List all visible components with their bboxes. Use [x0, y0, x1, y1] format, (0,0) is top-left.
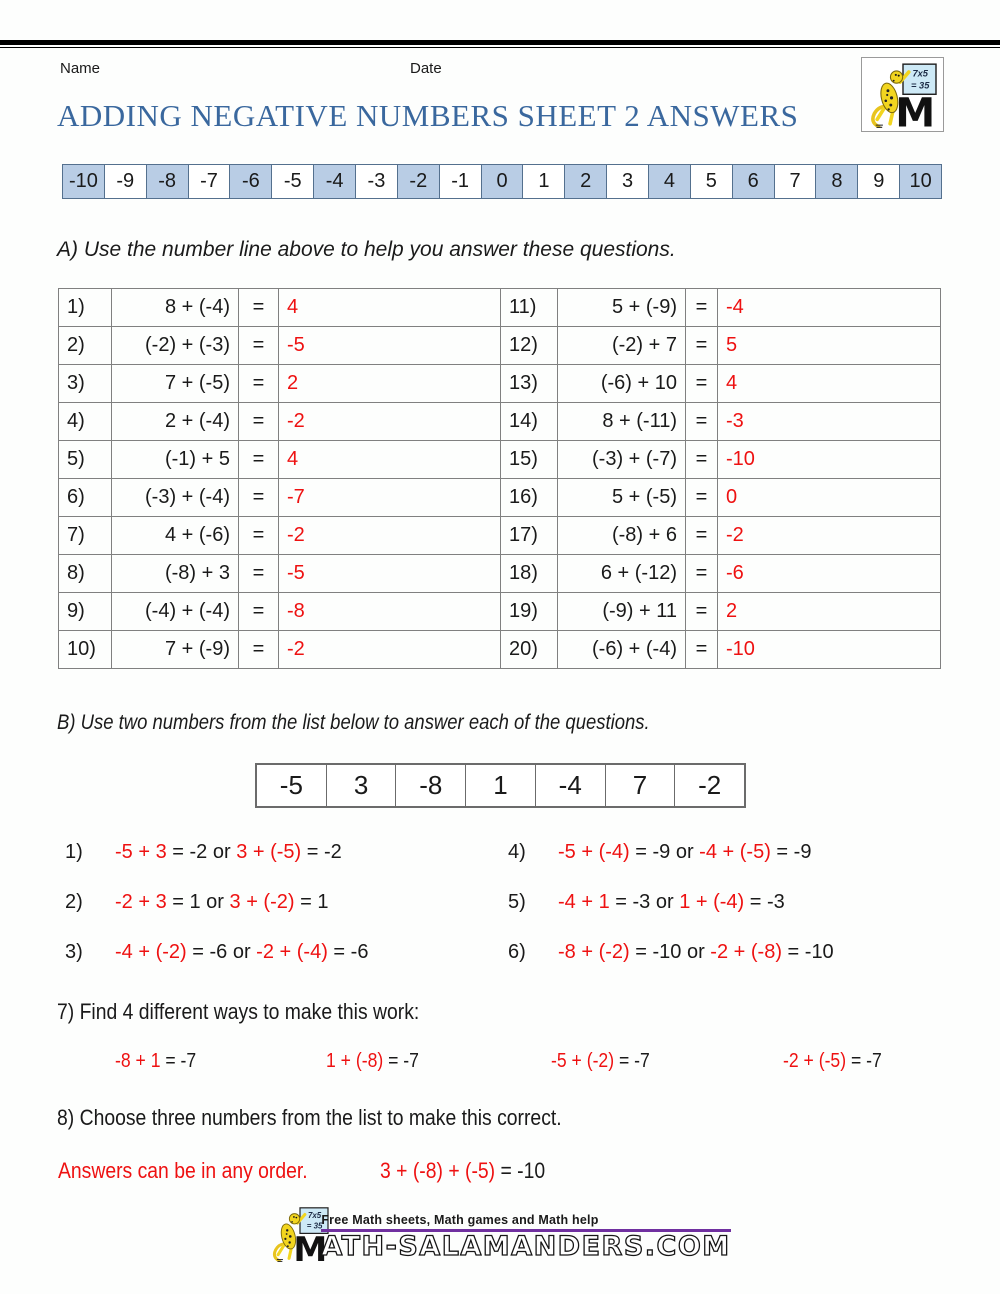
- problem-expression: 8 + (-11): [558, 403, 686, 441]
- problem-answer: -5: [279, 555, 501, 593]
- answer-part-red: -2 + 3: [115, 891, 167, 913]
- problem-row: [59, 289, 941, 327]
- problem-expression: (-6) + 10: [558, 365, 686, 403]
- problem-row: [59, 631, 941, 669]
- equals-sign: =: [686, 441, 718, 479]
- number-line-cell: 10: [899, 165, 941, 198]
- page-title: ADDING NEGATIVE NUMBERS SHEET 2 ANSWERS: [57, 98, 799, 133]
- answer-part-red: -4 + 1: [558, 891, 610, 913]
- problem-row: [59, 517, 941, 555]
- answer-part-red: 3 + (-2): [229, 891, 295, 913]
- problem-answer: 4: [279, 289, 501, 327]
- answer-part-black: = -3: [744, 891, 785, 913]
- problem-number: 11): [501, 289, 558, 327]
- q7-answer: [783, 1050, 882, 1073]
- problem-number: 13): [501, 365, 558, 403]
- problem-number: 3): [59, 365, 112, 403]
- b-question-answer: [115, 888, 328, 916]
- number-line-cell: 9: [857, 165, 899, 198]
- b-list-number: -5: [279, 770, 303, 800]
- footer: [0, 1206, 1000, 1262]
- problem-answer: -10: [718, 441, 941, 479]
- answer-part-black: = -2: [301, 841, 342, 863]
- problem-number: 19): [501, 593, 558, 631]
- problem-number: 9): [59, 593, 112, 631]
- answer-part-red: -2 + (-8): [710, 941, 782, 963]
- b-list-number: 3: [326, 765, 396, 806]
- problem-expression: (-3) + (-4): [112, 479, 239, 517]
- problem-expression: (-9) + 11: [558, 593, 686, 631]
- number-line-cell: 8: [815, 165, 857, 198]
- problem-answer: 5: [718, 327, 941, 365]
- q8-equation: [380, 1158, 545, 1184]
- answer-part-red: 1 + (-4): [679, 891, 745, 913]
- answer-part-black: = -7: [383, 1050, 420, 1072]
- problem-number: 14): [501, 403, 558, 441]
- b-question-answer: [558, 888, 785, 916]
- equals-sign: =: [686, 479, 718, 517]
- equals-sign: =: [686, 327, 718, 365]
- problem-expression: 4 + (-6): [112, 517, 239, 555]
- answer-part-black: = 1: [294, 891, 329, 913]
- number-line-cell: -8: [146, 165, 188, 198]
- number-line-cell: 7: [774, 165, 816, 198]
- number-line-cell: 1: [522, 165, 564, 198]
- problem-answer: -5: [279, 327, 501, 365]
- answer-part-red: -8 + (-2): [558, 941, 630, 963]
- answer-part-black: = -6 or: [186, 941, 257, 963]
- q7-answer: [326, 1050, 419, 1073]
- section-a-instruction: A) Use the number line above to help you answer these questions.: [57, 238, 676, 261]
- b-list-number: 7: [605, 765, 675, 806]
- b-question-number: 1): [65, 841, 83, 863]
- equals-sign: =: [239, 479, 279, 517]
- number-line-cell: -5: [271, 165, 313, 198]
- problem-number: 5): [59, 441, 112, 479]
- equals-sign: =: [239, 403, 279, 441]
- problem-number: 12): [501, 327, 558, 365]
- problem-answer: -2: [718, 517, 941, 555]
- number-line-cell: 4: [648, 165, 690, 198]
- problem-expression: 8 + (-4): [112, 289, 239, 327]
- answer-part-black: = -7: [160, 1050, 197, 1072]
- equals-sign: =: [239, 289, 279, 327]
- answer-part-black: = -9 or: [629, 841, 700, 863]
- problem-expression: (-2) + (-3): [112, 327, 239, 365]
- problem-number: 8): [59, 555, 112, 593]
- answer-part-red: -5 + (-2): [551, 1050, 615, 1072]
- b-list-number: -2: [674, 765, 744, 806]
- answer-part-black: = -9: [770, 841, 812, 863]
- problem-answer: 4: [718, 365, 941, 403]
- problem-expression: (-6) + (-4): [558, 631, 686, 669]
- name-label: Name: [60, 60, 101, 77]
- problem-expression: (-8) + 6: [558, 517, 686, 555]
- answer-part-red: 1 + (-8): [326, 1050, 384, 1072]
- answer-part-black: = -6: [327, 941, 369, 963]
- section-a-table-body: [59, 289, 941, 669]
- problem-number: 18): [501, 555, 558, 593]
- problem-row: [59, 555, 941, 593]
- footer-site-name: ATH-SALAMANDERS.COM: [321, 1231, 731, 1262]
- problem-row: [59, 441, 941, 479]
- b-list-number: 1: [465, 765, 535, 806]
- problem-expression: 7 + (-5): [112, 365, 239, 403]
- problem-answer: -7: [279, 479, 501, 517]
- problem-row: [59, 479, 941, 517]
- problem-row: [59, 403, 941, 441]
- q8-equation-red: 3 + (-8) + (-5): [379, 1158, 495, 1183]
- number-line-cell: 5: [690, 165, 732, 198]
- problem-row: [59, 365, 941, 403]
- problem-number: 4): [59, 403, 112, 441]
- b-question: [508, 938, 950, 966]
- b-number-list: [255, 763, 746, 808]
- answer-part-black: = -3 or: [609, 891, 680, 913]
- b-question-number: 2): [65, 891, 83, 913]
- number-line-cell: -9: [104, 165, 146, 198]
- equals-sign: =: [239, 631, 279, 669]
- problem-number: 2): [59, 327, 112, 365]
- problem-expression: (-3) + (-7): [558, 441, 686, 479]
- equals-sign: =: [686, 517, 718, 555]
- question-7-prompt: 7) Find 4 different ways to make this work:: [57, 999, 420, 1024]
- equals-sign: =: [239, 517, 279, 555]
- problem-row: [59, 593, 941, 631]
- problem-expression: 2 + (-4): [112, 403, 239, 441]
- number-line-cell: -10: [63, 165, 104, 198]
- q7-answer: [115, 1050, 196, 1073]
- equals-sign: =: [239, 365, 279, 403]
- b-question-number: 5): [508, 891, 526, 913]
- problem-answer: -2: [279, 631, 501, 669]
- problem-number: 17): [501, 517, 558, 555]
- number-line: [62, 164, 942, 199]
- problem-answer: -2: [279, 517, 501, 555]
- number-line-cell: -4: [313, 165, 355, 198]
- top-rule: [0, 40, 1000, 48]
- equals-sign: =: [686, 631, 718, 669]
- section-b-instruction: B) Use two numbers from the list below to answer each of the questions.: [57, 711, 650, 734]
- problem-answer: 4: [279, 441, 501, 479]
- equals-sign: =: [686, 365, 718, 403]
- problem-expression: 5 + (-9): [558, 289, 686, 327]
- b-question-answer: [115, 838, 342, 866]
- b-question-number: 6): [508, 941, 526, 963]
- answer-part-red: -2 + (-4): [256, 941, 328, 963]
- b-question-answer: [558, 938, 834, 966]
- answer-part-black: = -7: [845, 1050, 882, 1072]
- problem-expression: (-4) + (-4): [112, 593, 239, 631]
- site-logo: [861, 57, 944, 132]
- answer-part-black: = -10 or: [629, 941, 711, 963]
- problem-answer: -8: [279, 593, 501, 631]
- equals-sign: =: [686, 593, 718, 631]
- b-question-answer: [558, 838, 811, 866]
- problem-answer: 2: [718, 593, 941, 631]
- problem-number: 1): [59, 289, 112, 327]
- q8-equation-black: = -10: [494, 1158, 545, 1183]
- problem-expression: (-8) + 3: [112, 555, 239, 593]
- problem-answer: -2: [279, 403, 501, 441]
- number-line-cell: -1: [439, 165, 481, 198]
- answer-part-red: -2 + (-5): [782, 1050, 846, 1072]
- q7-answers: [115, 1050, 895, 1073]
- answer-part-red: 3 + (-5): [236, 841, 302, 863]
- problem-number: 6): [59, 479, 112, 517]
- equals-sign: =: [686, 403, 718, 441]
- b-question-number: 3): [65, 941, 83, 963]
- problem-expression: (-1) + 5: [112, 441, 239, 479]
- equals-sign: =: [239, 327, 279, 365]
- problem-expression: 5 + (-5): [558, 479, 686, 517]
- salamander-logo-icon: [866, 62, 940, 128]
- number-line-cell: 3: [606, 165, 648, 198]
- question-8-prompt: 8) Choose three numbers from the list to make this correct.: [57, 1105, 562, 1130]
- answer-part-black: = -7: [614, 1050, 651, 1072]
- answer-part-red: -8 + 1: [115, 1050, 161, 1072]
- problem-number: 7): [59, 517, 112, 555]
- footer-text: [321, 1213, 730, 1262]
- q8-note: Answers can be in any order.: [58, 1158, 308, 1183]
- q8-answer-row: [58, 1158, 567, 1184]
- b-question-number: 4): [508, 841, 526, 863]
- problem-answer: -10: [718, 631, 941, 669]
- b-question: [508, 838, 950, 866]
- answer-part-black: = -2 or: [166, 841, 237, 863]
- answer-part-red: -5 + (-4): [558, 841, 630, 863]
- problem-answer: -3: [718, 403, 941, 441]
- answer-part-red: -4 + (-2): [115, 941, 187, 963]
- b-questions: [65, 838, 950, 966]
- problem-row: [59, 327, 941, 365]
- number-line-cell: -7: [188, 165, 230, 198]
- b-question: [508, 888, 950, 916]
- b-question: [65, 938, 508, 966]
- problem-number: 20): [501, 631, 558, 669]
- number-line-cell: 0: [481, 165, 523, 198]
- equals-sign: =: [686, 289, 718, 327]
- answer-part-black: = 1 or: [166, 891, 230, 913]
- footer-tagline: Free Math sheets, Math games and Math help: [321, 1213, 599, 1227]
- number-line-cell: -3: [355, 165, 397, 198]
- number-line-cell: -6: [229, 165, 271, 198]
- b-question: [65, 838, 508, 866]
- q7-answer: [551, 1050, 650, 1073]
- equals-sign: =: [239, 555, 279, 593]
- answer-part-black: = -10: [781, 941, 834, 963]
- problem-answer: 0: [718, 479, 941, 517]
- b-question-answer: [115, 938, 368, 966]
- number-line-cell: 6: [732, 165, 774, 198]
- problem-number: 10): [59, 631, 112, 669]
- b-list-number: -8: [395, 765, 465, 806]
- date-label: Date: [410, 60, 442, 77]
- problem-answer: -4: [718, 289, 941, 327]
- problem-number: 16): [501, 479, 558, 517]
- problem-expression: 6 + (-12): [558, 555, 686, 593]
- section-a-table: [58, 288, 941, 669]
- equals-sign: =: [239, 441, 279, 479]
- problem-number: 15): [501, 441, 558, 479]
- problem-answer: 2: [279, 365, 501, 403]
- problem-expression: 7 + (-9): [112, 631, 239, 669]
- problem-expression: (-2) + 7: [558, 327, 686, 365]
- equals-sign: =: [686, 555, 718, 593]
- number-line-cell: 2: [564, 165, 606, 198]
- answer-part-red: -5 + 3: [115, 841, 167, 863]
- equals-sign: =: [239, 593, 279, 631]
- number-line-cell: -2: [397, 165, 439, 198]
- answer-part-red: -4 + (-5): [699, 841, 771, 863]
- problem-answer: -6: [718, 555, 941, 593]
- b-list-number: -4: [535, 765, 605, 806]
- b-question: [65, 888, 508, 916]
